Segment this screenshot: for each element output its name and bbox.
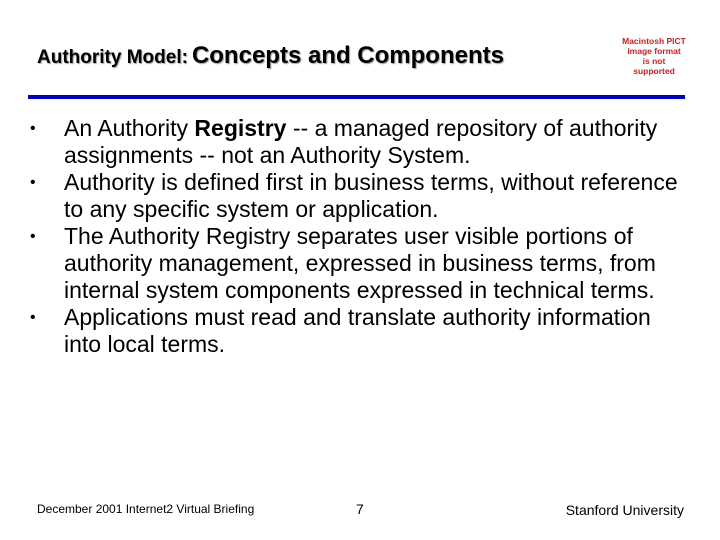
pict-placeholder bbox=[622, 36, 686, 76]
slide-title-main: Concepts and Components bbox=[191, 42, 504, 69]
slide-title bbox=[37, 42, 504, 70]
bullet-text: The Authority Registry separates user visible portions of authority management, expressed in business terms, from internal system components expressed in technical terms. bbox=[64, 223, 656, 303]
footer-page-number: 7 bbox=[356, 501, 364, 517]
footer-event: December 2001 Internet2 Virtual Briefing bbox=[37, 502, 255, 516]
pict-line-2: image format bbox=[627, 46, 681, 56]
bullet-item bbox=[30, 169, 690, 223]
bullet-text-part: -- a managed repository of authority assignments -- not an Authority System. bbox=[64, 115, 658, 168]
bullet-dot-icon: • bbox=[30, 228, 36, 245]
title-divider bbox=[28, 95, 685, 99]
bullet-text: Applications must read and translate authority information into local terms. bbox=[64, 304, 651, 357]
bullet-text-part: An Authority bbox=[64, 115, 195, 141]
bullet-text: Authority is defined first in business terms, without reference to any specific system or application. bbox=[64, 169, 678, 222]
bullet-dot-icon: • bbox=[30, 309, 36, 326]
footer-organization: Stanford University bbox=[565, 502, 684, 518]
bullet-dot-icon: • bbox=[30, 174, 36, 191]
bullet-item bbox=[30, 223, 690, 304]
pict-line-1: Macintosh PICT bbox=[622, 36, 686, 46]
bullet-dot-icon: • bbox=[30, 120, 36, 137]
pict-line-3: is not supported bbox=[633, 56, 675, 76]
bullet-item bbox=[30, 115, 690, 169]
bullet-bold-text: Registry bbox=[194, 115, 287, 141]
slide-title-prefix: Authority Model: bbox=[37, 47, 188, 68]
bullet-list bbox=[30, 115, 690, 358]
bullet-item bbox=[30, 304, 690, 358]
